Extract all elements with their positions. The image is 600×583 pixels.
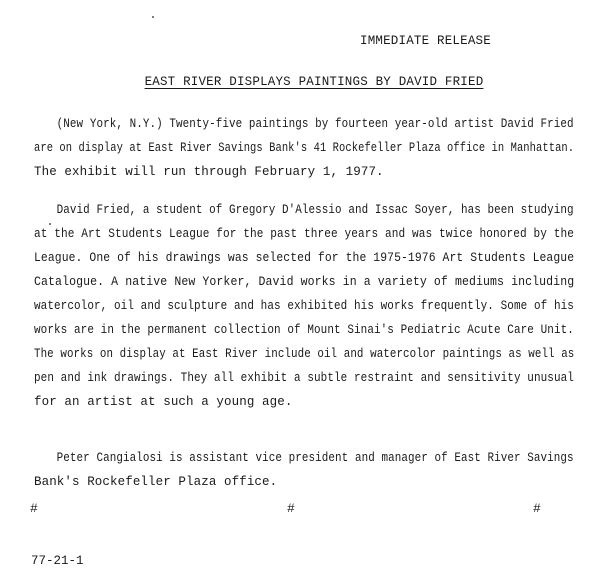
text-line: The works on display at East River include oil and watercolor paintings as well as [34,347,575,361]
paper-speck [152,16,154,18]
text-line: watercolor, oil and sculpture and has exhibited his works frequently. Some of his [34,299,574,313]
paragraph-bio [34,198,574,414]
document-number: 77-21-1 [31,554,84,568]
text-line: pen and ink drawings. They all exhibit a subtle restraint and sensitivity unusual [34,371,574,385]
end-mark: # [30,501,38,516]
text-line: for an artist at such a young age. [34,395,293,409]
text-line: are on display at East River Savings Bank's 41 Rockefeller Plaza office in Manhattan. [34,141,575,155]
paragraph-intro [34,112,574,184]
headline-text: EAST RIVER DISPLAYS PAINTINGS BY DAVID FRIED [144,75,484,89]
text-line: at the Art Students League for the past three years and was twice honored by the [34,227,575,241]
release-label: IMMEDIATE RELEASE [360,34,491,48]
text-line: Bank's Rockefeller Plaza office. [34,475,278,489]
end-mark: # [533,501,541,516]
end-mark: # [287,501,295,516]
text-line: The exhibit will run through February 1, 1977. [34,165,384,179]
text-line: Catalogue. A native New Yorker, David works in a variety of mediums including [34,275,575,289]
text-line: works are in the permanent collection of Mount Sinai's Pediatric Acute Care Unit. [34,323,574,337]
headline [0,75,600,89]
text-line: League. One of his drawings was selected for the 1975-1976 Art Students League [34,251,575,265]
paragraph-contact [34,446,574,494]
text-line: Peter Cangialosi is assistant vice president and manager of East River Savings [56,451,574,465]
text-line: (New York, N.Y.) Twenty-five paintings by fourteen year-old artist David Fried [56,117,574,131]
text-line: David Fried, a student of Gregory D'Alessio and Issac Soyer, has been studying [56,203,574,217]
